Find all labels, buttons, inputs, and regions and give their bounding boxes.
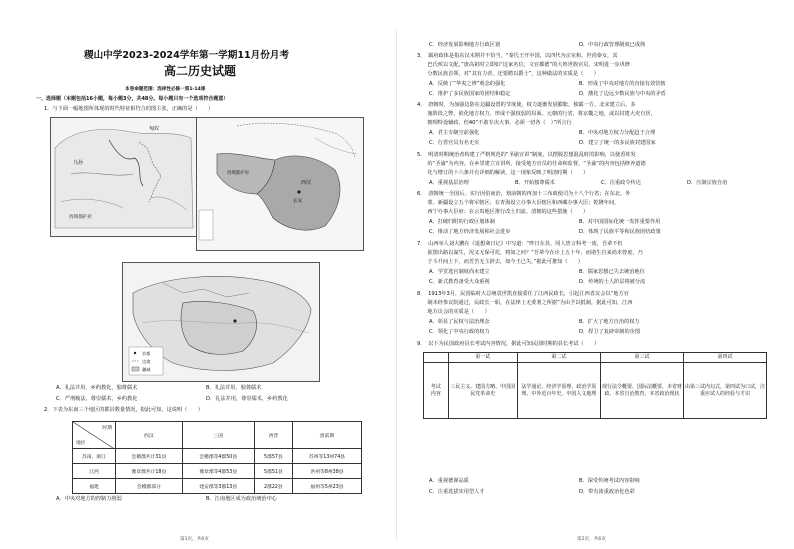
q2-corner-region: 地区 [76,441,86,446]
q8-line: 制未经参议院通过，民政长一职，在法律上无委署之所据”为由予以抵制。据此可知，江西 [417,300,633,306]
q6-line: 蒙、新疆设立五个将军辖区；在青海设立办事大臣辖区和西藏办事大臣；乾隆年间， [417,200,620,206]
map-1-label-xiongnu: 匈奴 [149,126,160,132]
q4-line: 朝理特设辅政，但40“不敢专决大事，必须一切各（ ）”所言行 [417,120,572,126]
q2-cell: 建安郡等3郡13县 [182,479,254,494]
q2-cell: 洪州等8州38县 [293,464,362,479]
map-3 [122,262,320,382]
q2-cell: 苏州等13州74县 [293,449,362,464]
q1-stem: 1．与下面一幅地图所体现的时代特征相符合的图主张，正确的是（ ） [44,106,214,112]
q6-line: 西宁办事大臣府；在云贵地区推行改土归流。清朝的这些措施（ ） [417,209,589,215]
q2-stem: 2．下表为东南三个地区的郡县数量情况，据此可知，这说明（ ） [44,407,203,413]
q7-line: 欲图出路以谋生，况又无保可托，将如之何？”吾辈今在诠上五十年，而诸生自来尚未曾废，乃 [417,250,643,256]
q9-header-row [424,353,767,363]
q7-option-d[interactable]: D．传统的士人阶层将被分流 [579,279,646,285]
q2-cell: 豫章郡共计18县 [116,464,183,479]
q2-cell: 豫章郡等4郡53县 [182,464,254,479]
page-number-left: 第1页，共6页 [180,537,209,542]
q2-option-a[interactable]: A．中央对地方的控制力削弱 [56,496,122,502]
q6-option-c[interactable]: C．推动了地方经济发展和社会进步 [429,229,511,235]
q2-option-d[interactable]: D．中央行政管理制度已成熟 [579,42,646,48]
q7-line: 7． 山西举人刘大鹏在《退想斋日记》中写道：“昨日在县，同人皆言科考一废，吾辈不但 [417,241,623,247]
map-2-label-changan: 长安 [293,199,303,204]
q8-option-c[interactable]: C．领化了中央行政的权力 [429,329,490,335]
q5-option-b[interactable]: B．开始独尊儒术 [515,180,555,186]
q9-option-a[interactable]: A．重视德谨品质 [429,478,469,484]
q1-option-b[interactable]: B．礼法并用、独尊儒术 [206,385,262,391]
q9-empty-cell [424,353,449,363]
q8-option-b[interactable]: B．扩大了地方自治的权力 [579,319,640,325]
q1-option-a[interactable]: A．礼法并用、乡约教化，独尊儒术 [56,385,138,391]
q9-option-b[interactable]: B．深受传统考试内容影响 [579,478,640,484]
q2-col-header: 唐前期 [293,422,362,449]
q9-col-header: 第二试 [517,353,600,363]
q2-cell: 会稽郡部分 [116,479,183,494]
table-row [424,363,767,419]
q4-option-d[interactable]: D．建立了统一的多民族封建国家 [579,140,656,146]
q9-col-header: 第四试 [683,353,766,363]
q6-option-b[interactable]: B．对中国国际化统一发挥重要作用 [579,219,661,225]
q5-option-a[interactable]: A．重视基层治理 [429,180,469,186]
q5-line: 化与增订的十六条并有详细的解读。这一现象反映了明清时期（ ） [417,170,589,176]
q9-row-label: 考试 内容 [424,363,449,419]
map-3-drawing [123,263,319,381]
q6-line: 6． 清朝统一全国后，实行因俗而治，划前朝的再加十三布政使司为十八个行省；在东北，外 [417,191,631,197]
q2-cell: 福州等5州23县 [293,479,362,494]
q9-col-header: 第一试 [448,353,517,363]
map-2-drawing [197,118,363,250]
q2-col-header: 西汉 [116,422,183,449]
q3-option-c[interactable]: C．推护了多民族国家的团结和稳定 [429,91,511,97]
q2-region-cell: 福建 [73,479,116,494]
q2-option-c[interactable]: C．经济发展影响地方行政区划 [429,42,501,48]
q7-option-c[interactable]: C．新式教育备受大众重视 [429,279,490,285]
section-heading: 一、选择题（本题包括16小题，每小题3分，共48分。每小题只有一个选项符合题意） [36,96,229,102]
q6-option-d[interactable]: D．体现了民族平等和民族团结政策 [579,229,661,235]
q3-option-d[interactable]: D．激化了边远少数民族与中央的矛盾 [579,91,666,97]
right-column [397,0,794,549]
q2-table [72,421,362,494]
q4-option-c[interactable]: C．行省官员有名无实 [429,140,480,146]
map-1-drawing [51,118,197,236]
q2-table-header-row [73,422,362,449]
q3-option-b[interactable]: B．形成了中央对地方的直接有效管辖 [579,81,666,87]
q4-line: 施阶段之弊，依化地方权力，形成干强枝弱的局面。元朝的行省，将京畿之地，或以封建大吏自居， [417,111,656,117]
q3-line: 巴氏殡以文配，”唐高祖时立即如“这家名位，文官都德”的大姓世族官员，宋明进一步巩修 [417,62,630,68]
q2-cell: 2郡22县 [254,479,292,494]
q2-cell: 5郡51县 [254,464,292,479]
map-1 [50,117,198,237]
q3-line: 3． 霸府政体是指东汉末期并不恰当，“秦氏王开中国，以四代为宗室和，世尚秦女，其 [417,53,618,59]
q9-cell: 由第三试内勾式，第四试为口试，注重应试人的经验与才识 [683,363,766,419]
map-3-legend-territory: 疆域 [142,367,151,372]
q9-cell: 三民主义、建国方略、中国国民党革命史 [448,363,517,419]
q1-option-d[interactable]: D．礼法并用，尊崇儒术，乡约教化 [206,396,288,402]
q8-line: 8． 1913年3月，民国临时大总统袁世凯直接委任了江西民政长，引起江西省议会以“地方官 [417,291,629,297]
q9-cell: 法学通论、经济学原理、政治学原理、中外近百年史、中国人文地理 [517,363,600,419]
map-1-label-wusun: 乌孙 [73,160,84,166]
table-row [73,479,362,494]
q4-line: 4． 唐朝时，为加强边防在边疆设置的节度使，权力逐渐发展膨胀，独霸一方。北宋建立后，多 [417,102,636,108]
exam-title: 稷山中学2023-2024学年第一学期11月份月考 [84,50,290,61]
map-2 [196,117,364,251]
q9-table [423,352,767,419]
q9-cell: 现行法令概要、国际法概要、本省财政、本省自治教育、本省政治现状 [600,363,683,419]
q5-line: 5． 明清时期统治者构建了严格规范的“圣谕宣讲”制度，以摆脱思想混乱时的影响，以使香娃发 [417,152,636,158]
q7-option-a[interactable]: A．学堂选官制度尚未建立 [429,269,490,275]
q2-cell: 会稽郡共计31县 [116,449,183,464]
q2-table-corner [73,422,116,449]
q6-option-a[interactable]: A．打破归附的行政区划体制 [429,219,495,225]
q5-line: 的“圣谕”为内容，在乡里建立宣讲所，接受地方官员的任命和监督，“圣谕”的内容包括修养道德 [417,161,646,167]
q2-corner-period: 时期 [102,426,112,431]
q2-cell: 5郡57县 [254,449,292,464]
q2-region-cell: 苏南、浙江 [73,449,116,464]
page-number-right: 第2页，共6页 [577,537,606,542]
q7-line: 于斗升间上下，而苦苦无主辞去，如今王已失，”据此可推知（ ） [417,259,584,265]
q9-option-d[interactable]: D．带有浓重政治化色彩 [579,489,635,495]
q9-stem: 9． 以下为民国政府县长考试内容情况，据此可知民国时期的县长考试（ ） [417,341,600,347]
table-row [73,449,362,464]
q8-line: 地方议会的实质是（ ） [417,309,490,315]
map-2-label-xiyu: 西域都护府 [227,171,249,176]
q4-option-a[interactable]: A．君主专制空前强化 [429,130,480,136]
table-row [73,464,362,479]
q9-col-header: 第三试 [600,353,683,363]
q1-option-c[interactable]: C．严刑峻法，尊崇儒术，乡约教化 [56,396,138,402]
q3-option-a[interactable]: A．反映了“华夷之辨”观念的强化 [429,81,506,87]
q2-region-cell: 江西 [73,464,116,479]
map-3-legend-capital: 首都 [142,351,151,356]
map-3-legend-border: 边境 [142,359,151,364]
q3-line: 分数民族首领，对“其有力者，还要聘以爵士”，这种做法的实质是（ ） [417,71,599,77]
q2-cell: 会稽郡等4郡50县 [182,449,254,464]
q5-option-d[interactable]: D．压制宗族自治 [687,180,728,186]
q2-option-b[interactable]: B．江南地区成为政治统治中心 [206,496,277,502]
exam-scope: 本卷命题范围：选择性必修一第1-14课 [125,87,206,92]
q8-option-d[interactable]: D．捍卫了复辟帝制的企图 [579,329,641,335]
q2-col-header: 西晋 [254,422,292,449]
q9-option-c[interactable]: C．注重选拔实用型人才 [429,489,485,495]
q5-option-c[interactable]: C．注重政令传达 [601,180,641,186]
q4-option-b[interactable]: B．中央对地方权力分配趋于合理 [579,130,656,136]
exam-subtitle: 高二历史试题 [164,64,237,78]
map-1-label-xiyu: 西域都护府 [69,215,92,220]
q8-option-a[interactable]: A．彰显了民权与法治理念 [429,319,490,325]
q7-option-b[interactable]: B．儒家思想已失去统治地位 [579,269,645,275]
map-2-label-xihan: 西汉 [301,180,312,186]
q2-col-header: 三国 [182,422,254,449]
